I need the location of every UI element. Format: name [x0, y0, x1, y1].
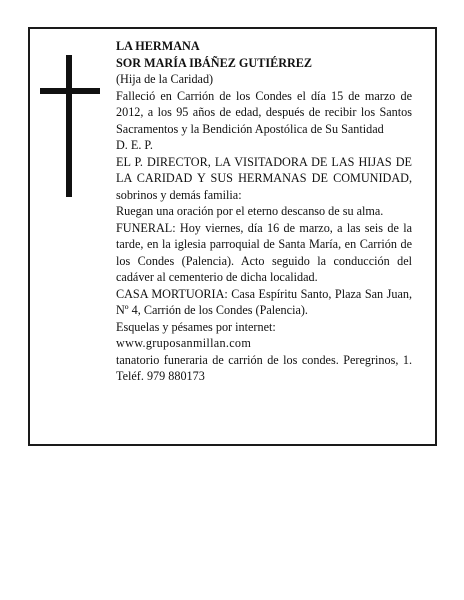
- cross-vertical-bar: [66, 55, 72, 197]
- internet-text: Esquelas y pésames por internet:: [116, 319, 276, 334]
- subtitle: (Hija de la Caridad): [116, 72, 214, 86]
- family-text: EL P. DIRECTOR, LA VISITADORA DE LAS HIJAS DE LA CARIDAD Y SUS HERMANAS DE COMUNIDAD, sobrinos y demás familia:: [116, 154, 412, 202]
- rip-text: D. E. P.: [116, 138, 153, 152]
- obituary-text: [116, 38, 412, 385]
- cross-icon: [40, 55, 100, 197]
- funeral-home-text: tanatorio funeraria de carrión de los condes. Peregrinos, 1. Teléf. 979 880173: [116, 352, 412, 383]
- death-announcement: Falleció en Carrión de los Condes el día 15 de marzo de 2012, a los 95 años de edad, después de recibir los Santos Sacramentos y la Bendición Apostólica de Su Santidad: [116, 88, 412, 136]
- cross-horizontal-bar: [40, 88, 100, 94]
- prayer-text: Ruegan una oración por el eterno descanso de su alma.: [116, 204, 384, 218]
- website-link[interactable]: www.gruposanmillan.com: [116, 336, 252, 350]
- deceased-name: SOR MARÍA IBÁÑEZ GUTIÉRREZ: [116, 55, 313, 70]
- heading-line1: LA HERMANA: [116, 39, 200, 53]
- mortuary-text: CASA MORTUORIA: Casa Espíritu Santo, Plaza San Juan, Nº 4, Carrión de los Condes (Palencia).: [116, 286, 412, 317]
- funeral-text: FUNERAL: Hoy viernes, día 16 de marzo, a las seis de la tarde, en la iglesia parroquial de Santa María, en Carrión de los Condes (Palencia). Acto seguido la conducción del cadáver al cementerio de dicha localidad.: [116, 220, 412, 284]
